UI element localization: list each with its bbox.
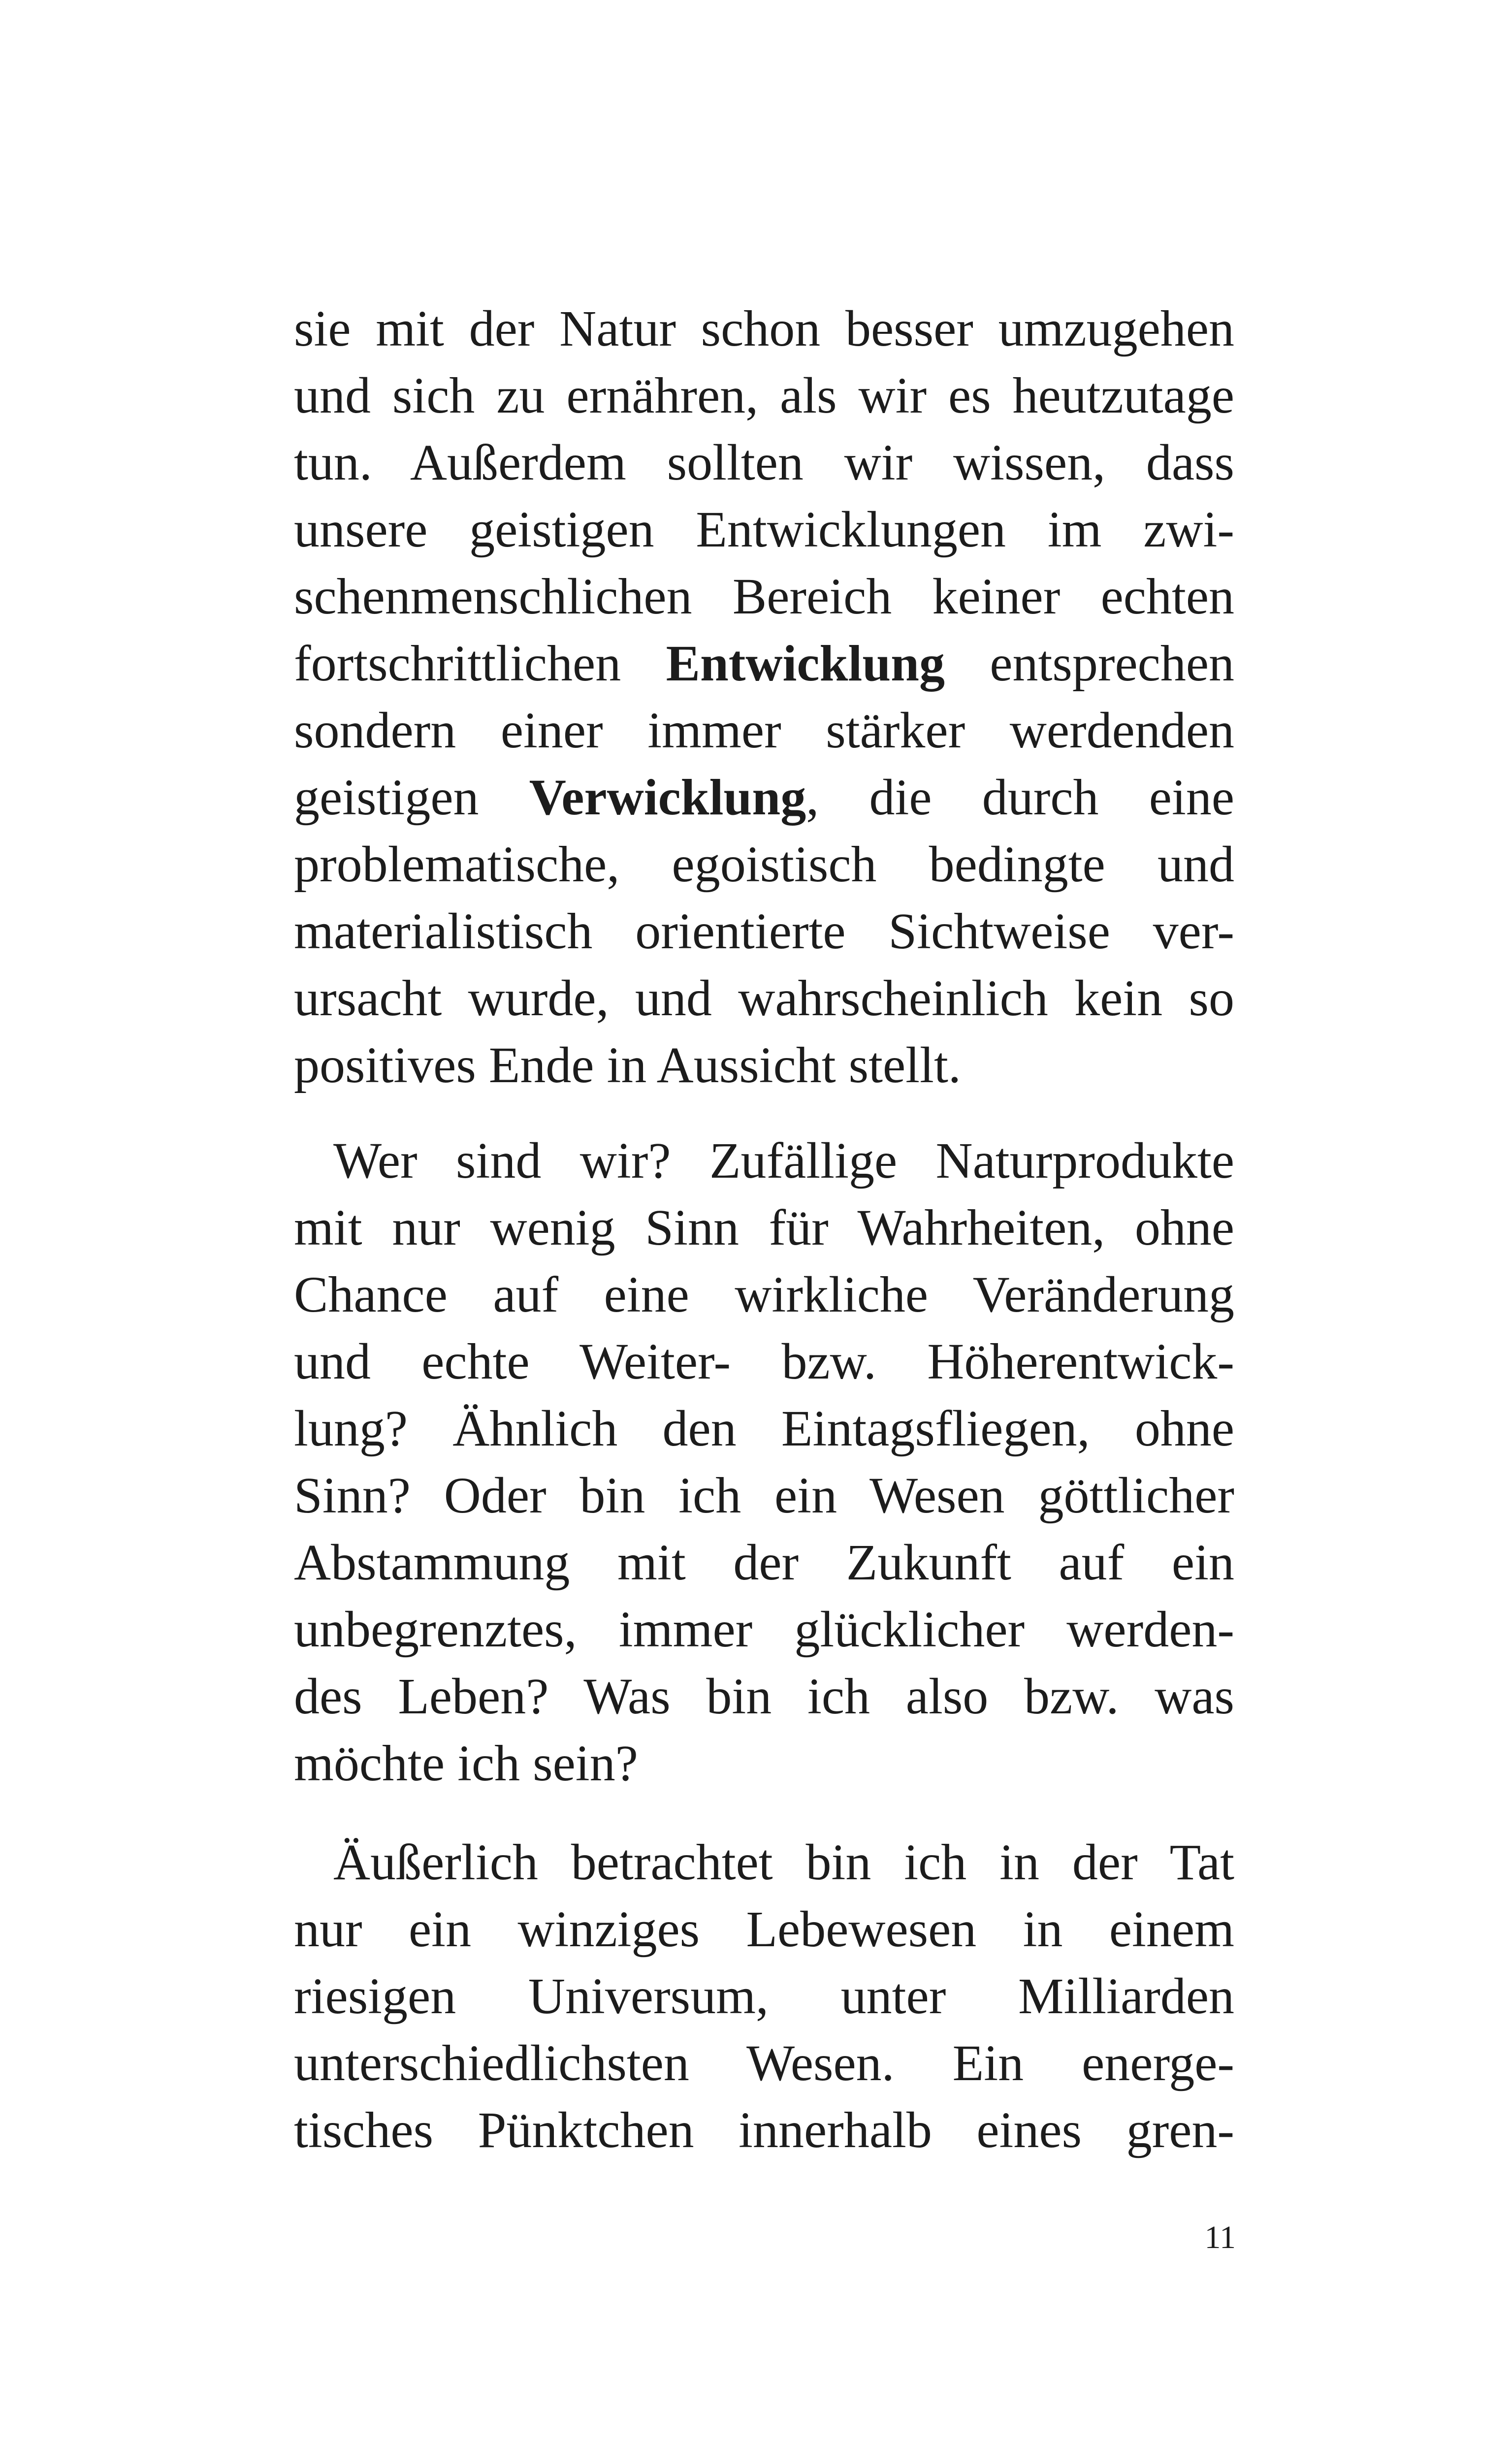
text-line: mit nur wenig Sinn für Wahrheiten, ohne xyxy=(294,1199,1234,1256)
text-line: materialistisch orientierte Sichtweise ver- xyxy=(294,903,1234,960)
text-line: ursacht wurde, und wahrscheinlich kein so xyxy=(294,970,1234,1027)
page-number: 11 xyxy=(1204,2219,1236,2255)
text-line: Abstammung mit der Zukunft auf ein xyxy=(294,1534,1234,1591)
text-line: positives Ende in Aussicht stellt. xyxy=(294,1037,961,1093)
text-line: Äußerlich betrachtet bin ich in der Tat xyxy=(333,1834,1234,1891)
text-segment: fortschrittlichen xyxy=(294,635,666,692)
text-line: sie mit der Natur schon besser umzugehen xyxy=(294,300,1234,357)
text-line xyxy=(294,630,1234,697)
text-line: des Leben? Was bin ich also bzw. was xyxy=(294,1668,1234,1725)
text-line: Chance auf eine wirkliche Veränderung xyxy=(294,1266,1234,1323)
text-line: Wer sind wir? Zufällige Naturprodukte xyxy=(333,1132,1234,1189)
text-segment: entsprechen xyxy=(945,635,1234,692)
text-line: nur ein winziges Lebewesen in einem xyxy=(294,1901,1234,1958)
text-segment: , die durch eine xyxy=(806,769,1234,826)
text-line xyxy=(294,764,1234,831)
text-line: möchte ich sein? xyxy=(294,1735,638,1792)
text-line: schenmenschlichen Bereich keiner echten xyxy=(294,568,1234,625)
text-line: riesigen Universum, unter Milliarden xyxy=(294,1968,1234,2025)
text-line: unsere geistigen Entwicklungen im zwi- xyxy=(294,501,1234,558)
text-line: lung? Ähnlich den Eintagsfliegen, ohne xyxy=(294,1400,1234,1457)
text-line: und echte Weiter- bzw. Höherentwick- xyxy=(294,1333,1234,1390)
text-line: Sinn? Oder bin ich ein Wesen göttlicher xyxy=(294,1467,1234,1524)
text-line: tisches Pünktchen innerhalb eines gren- xyxy=(294,2102,1234,2158)
emphasized-term: Entwicklung xyxy=(666,635,945,692)
text-segment: geistigen xyxy=(294,769,529,826)
text-line: unbegrenztes, immer glücklicher werden- xyxy=(294,1601,1234,1658)
text-line: problematische, egoistisch bedingte und xyxy=(294,836,1234,893)
emphasized-term: Verwicklung xyxy=(529,769,806,826)
text-line: und sich zu ernähren, als wir es heutzutage xyxy=(294,367,1234,424)
text-line: tun. Außerdem sollten wir wissen, dass xyxy=(294,434,1234,491)
text-line: sondern einer immer stärker werdenden xyxy=(294,702,1234,759)
text-line: unterschiedlichsten Wesen. Ein energe- xyxy=(294,2035,1234,2091)
